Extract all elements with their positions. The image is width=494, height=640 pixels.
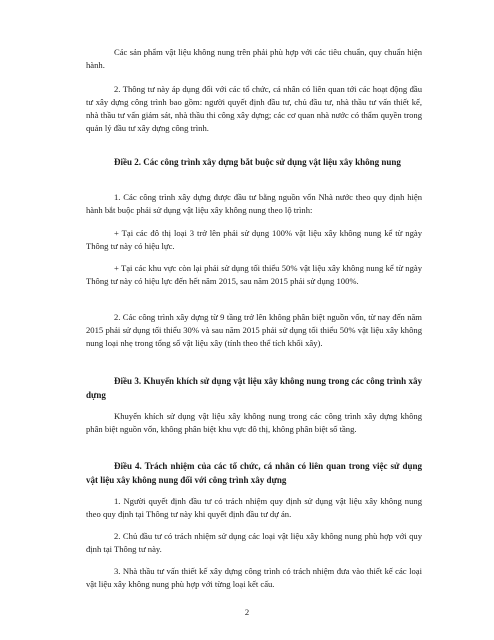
- paragraph-products-standards: Các sản phẩm vật liệu không nung trên phải phù hợp với các tiêu chuẩn, quy chuẩn hiện hành.: [86, 47, 422, 70]
- paragraph-art3-body: Khuyến khích sử dụng vật liệu xây không nung trong các công trình xây dựng không phân biệt nguồn vốn, không phân biệt khu vực đô thị, không phân biệt số tầng.: [86, 411, 422, 434]
- paragraph-art4-clause2: 2. Chủ đầu tư có trách nhiệm sử dụng các loại vật liệu xây không nung phù hợp với quy định tại Thông tư này.: [86, 531, 422, 554]
- paragraph-art2-clause2: 2. Các công trình xây dựng từ 9 tầng trở lên không phân biệt nguồn vốn, từ nay đến năm 2015 phải sử dụng tối thiểu 30% và sau năm 2015 phải sử dụng tối thiểu 50% vật liệu xây không nung loại nhẹ trong tổng số vật liệu xây (tính theo thể tích khối xây).: [86, 312, 422, 348]
- article-4-heading: Điều 4. Trách nhiệm của các tổ chức, cá nhân có liên quan trong việc sử dụng vật liệu xây không nung đối với công trình xây dựng: [86, 461, 422, 485]
- page-number: 2: [244, 607, 250, 617]
- paragraph-scope: 2. Thông tư này áp dụng đối với các tổ chức, cá nhân có liên quan tới các hoạt động đầu tư xây dựng công trình bao gồm: người quyết định đầu tư, chủ đầu tư, nhà thầu tư vấn thiết kế, nhà thầu tư vấn giám sát, nhà thầu thi công xây dựng; các cơ quan nhà nước có thẩm quyền trong quản lý đầu tư xây dựng công trình.: [86, 84, 422, 133]
- article-2-heading: Điều 2. Các công trình xây dựng bắt buộc sử dụng vật liệu xây không nung: [114, 157, 401, 167]
- article-3-heading: Điều 3. Khuyến khích sử dụng vật liệu xây không nung trong các công trình xây dựng: [86, 376, 422, 400]
- paragraph-art2-clause1: 1. Các công trình xây dựng được đầu tư bằng nguồn vốn Nhà nước theo quy định hiện hành bắt buộc phải sử dụng vật liệu xây không nung theo lộ trình:: [86, 192, 422, 215]
- paragraph-art4-clause3: 3. Nhà thầu tư vấn thiết kế xây dựng công trình có trách nhiệm đưa vào thiết kế các loại vật liệu xây không nung phù hợp với từng loại kết cấu.: [86, 566, 422, 589]
- paragraph-art2-other-areas: + Tại các khu vực còn lại phải sử dụng tối thiểu 50% vật liệu xây không nung kể từ ngày Thông tư này có hiệu lực đến hết năm 2015, sau năm 2015 phải sử dụng 100%.: [86, 263, 422, 286]
- paragraph-art2-urban: + Tại các đô thị loại 3 trở lên phải sử dụng 100% vật liệu xây không nung kể từ ngày Thông tư này có hiệu lực.: [86, 228, 422, 251]
- paragraph-art4-clause1: 1. Người quyết định đầu tư có trách nhiệm quy định sử dụng vật liệu xây không nung theo quy định tại Thông tư này khi quyết định đầu tư dự án.: [86, 496, 422, 519]
